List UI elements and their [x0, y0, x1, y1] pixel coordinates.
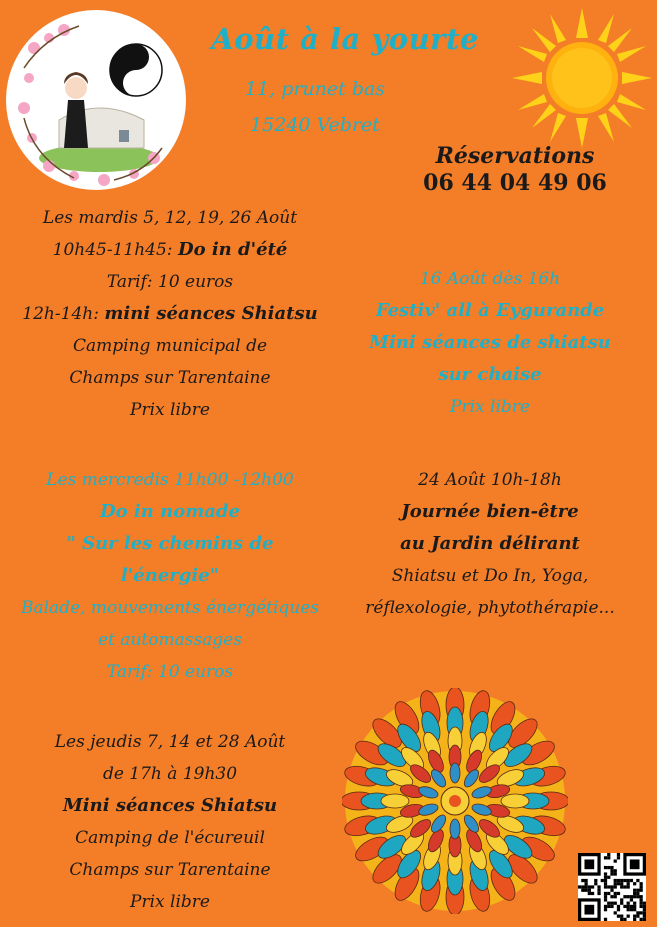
tuesday-block — [10, 202, 330, 426]
tuesday-activity1: Do in d'été — [177, 239, 288, 260]
yin-yang-icon — [110, 44, 162, 96]
qr-code-icon[interactable] — [578, 853, 646, 921]
thursday-place1: Camping de l'écureuil — [75, 828, 265, 848]
aug24-block — [335, 464, 645, 624]
thursday-price: Prix libre — [130, 892, 210, 912]
aug24-title1: Journée bien-être — [401, 501, 579, 522]
wednesday-title2: " Sur les chemins de — [66, 533, 274, 554]
aug16-desc2: sur chaise — [438, 364, 542, 385]
tuesday-tarif: Tarif: 10 euros — [106, 272, 234, 292]
wednesday-time: Les mercredis 11h00 -12h00 — [46, 470, 294, 490]
aug24-desc1: Shiatsu et Do In, Yoga, — [391, 566, 589, 586]
thursday-place2: Champs sur Tarentaine — [69, 860, 271, 880]
thursday-dates: Les jeudis 7, 14 et 28 Août — [54, 732, 286, 752]
wednesday-desc1: Balade, mouvements énergétiques — [20, 598, 320, 618]
aug24-desc2: réflexologie, phytothérapie... — [365, 598, 615, 618]
aug16-price: Prix libre — [450, 397, 530, 417]
tuesday-slot1 — [10, 234, 330, 266]
reservations-phone: 06 44 04 49 06 — [423, 170, 607, 196]
aug16-block — [335, 263, 645, 423]
address-line2: 15240 Vebret — [250, 114, 380, 136]
aug24-date: 24 Août 10h-18h — [418, 470, 562, 490]
tuesday-dates: Les mardis 5, 12, 19, 26 Août — [42, 208, 298, 228]
address-line1: 11, prunet bas — [244, 78, 386, 100]
thursday-hours: de 17h à 19h30 — [102, 764, 238, 784]
tuesday-time2: 12h-14h: — [22, 304, 105, 324]
tuesday-slot2 — [10, 298, 330, 330]
mandala-icon — [342, 688, 568, 914]
aug16-date: 16 Août dès 16h — [419, 269, 561, 289]
wednesday-title3: l'énergie" — [120, 565, 220, 586]
reservations-label: Réservations — [435, 143, 595, 169]
wednesday-block — [10, 464, 330, 688]
thursday-block — [10, 726, 330, 918]
wednesday-tarif: Tarif: 10 euros — [106, 662, 234, 682]
wednesday-title1: Do in nomade — [100, 501, 240, 522]
tuesday-time1: 10h45-11h45: — [52, 240, 178, 260]
sun-icon — [512, 8, 652, 148]
aug16-desc1: Mini séances de shiatsu — [369, 332, 611, 353]
tuesday-place1: Camping municipal de — [72, 336, 268, 356]
tuesday-activity2: mini séances Shiatsu — [104, 303, 318, 324]
thursday-title: Mini séances Shiatsu — [62, 795, 278, 816]
aug16-event: Festiv' all à Eygurande — [375, 300, 605, 321]
tuesday-price: Prix libre — [130, 400, 210, 420]
wednesday-desc2: et automassages — [98, 630, 242, 650]
tuesday-place2: Champs sur Tarentaine — [69, 368, 271, 388]
aug24-title2: au Jardin délirant — [400, 533, 580, 554]
page-title: Août à la yourte — [211, 22, 479, 56]
